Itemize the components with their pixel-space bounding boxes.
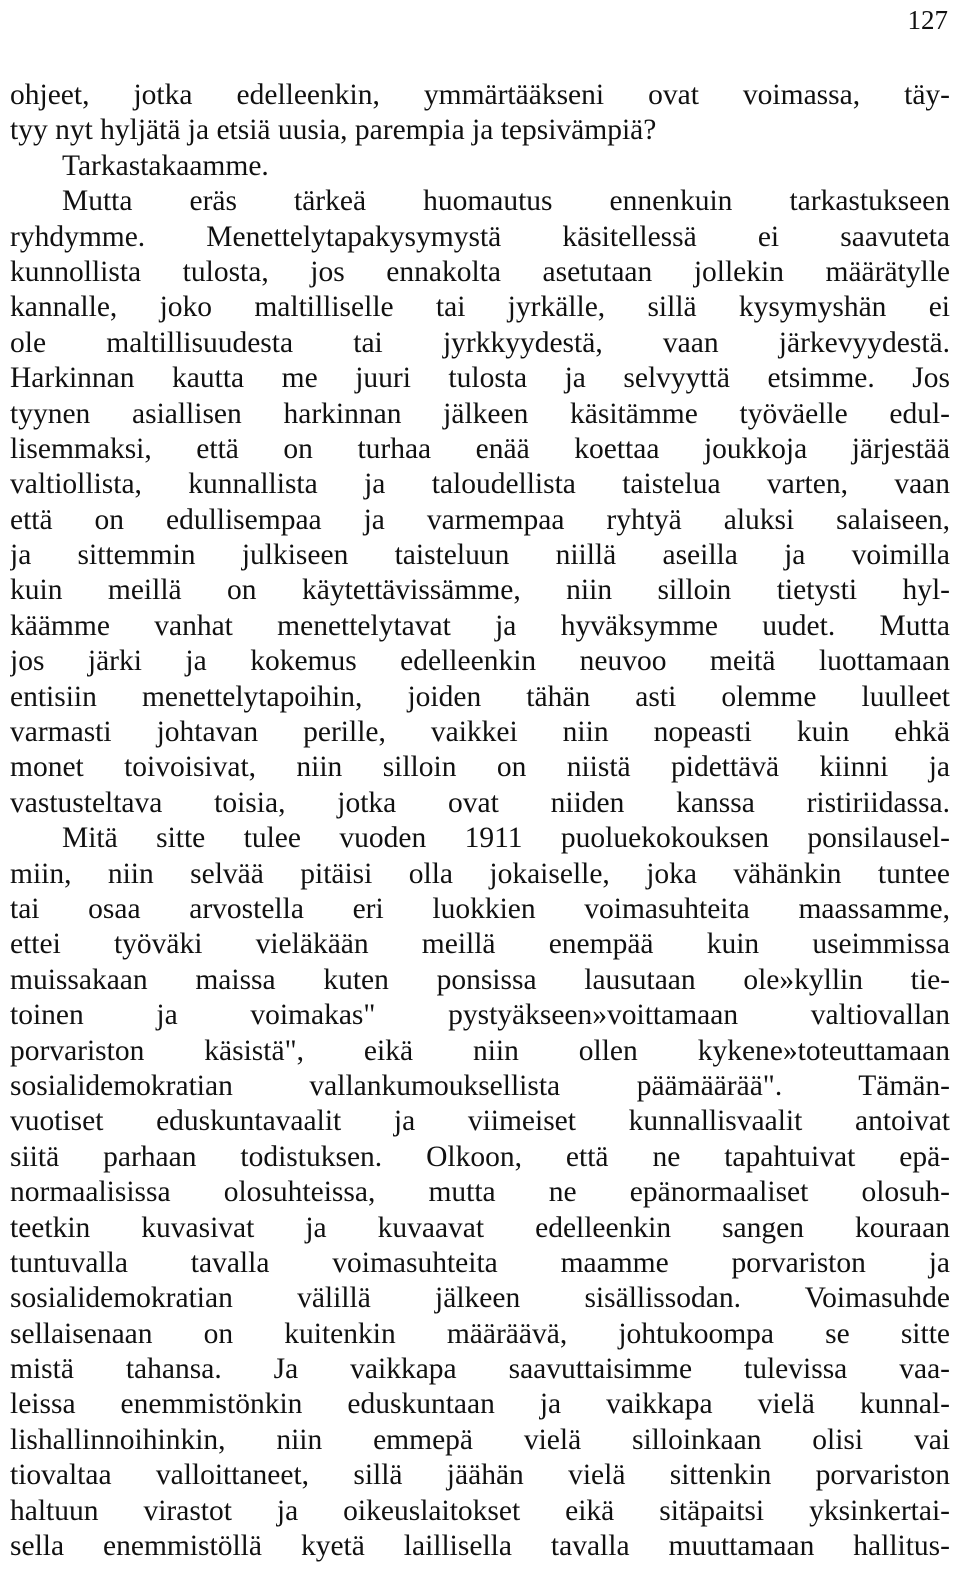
text-line: muissakaan maissa kuten ponsissa lausutaan ole»kyllin tie- — [10, 963, 950, 996]
text-line: tiovaltaa valloittaneet, sillä jäähän vielä sittenkin porvariston — [10, 1459, 950, 1492]
text-line: ja sittemmin julkiseen taisteluun niillä aseilla ja voimilla — [10, 539, 950, 572]
text-line: valtiollista, kunnallista ja taloudellista taistelua varten, vaan — [10, 468, 950, 501]
text-line: miin, niin selvää pitäisi olla jokaiselle, joka vähänkin tuntee — [10, 857, 950, 890]
text-line: lisemmaksi, että on turhaa enää koettaa joukkoja järjestää — [10, 432, 950, 465]
text-line: käämme vanhat menettelytavat ja hyväksymme uudet. Mutta — [10, 609, 950, 642]
text-line: vastusteltava toisia, jotka ovat niiden kanssa ristiriidassa. — [10, 786, 950, 819]
text-line: Mutta eräs tärkeä huomautus ennenkuin tarkastukseen — [62, 185, 950, 218]
text-line: sosialidemokratian vallankumouksellista päämäärää". Tämän- — [10, 1069, 950, 1102]
text-line: tyy nyt hyljätä ja etsiä uusia, parempia ja tepsivämpiä? — [10, 114, 657, 147]
text-line: tyynen asiallisen harkinnan jälkeen käsitämme työväelle edul- — [10, 397, 950, 430]
text-line: teetkin kuvasivat ja kuvaavat edelleenkin sangen kouraan — [10, 1211, 950, 1244]
text-line: haltuun virastot ja oikeuslaitokset eikä sitäpaitsi yksinkertai- — [10, 1494, 950, 1527]
text-line: leissa enemmistönkin eduskuntaan ja vaikkapa vielä kunnal- — [10, 1388, 950, 1421]
text-line: porvariston käsistä", eikä niin ollen kykene»toteuttamaan — [10, 1034, 950, 1067]
text-line: vuotiset eduskuntavaalit ja viimeiset kunnallisvaalit antoivat — [10, 1105, 950, 1138]
text-line: Harkinnan kautta me juuri tulosta ja selvyyttä etsimme. Jos — [10, 362, 950, 395]
text-line: lishallinnoihinkin, niin emmepä vielä silloinkaan olisi vai — [10, 1423, 950, 1456]
text-line: tuntuvalla tavalla voimasuhteita maamme porvariston ja — [10, 1246, 950, 1279]
text-line: sella enemmistöllä kyetä laillisella tavalla muuttamaan hallitus- — [10, 1530, 950, 1563]
text-line: kannalle, joko maltilliselle tai jyrkälle, sillä kysymyshän ei — [10, 291, 950, 324]
text-line: varmasti johtavan perille, vaikkei niin nopeasti kuin ehkä — [10, 716, 950, 749]
text-line: kunnollista tulosta, jos ennakolta asetutaan jollekin määrätylle — [10, 255, 950, 288]
text-line: ryhdymme. Menettelytapakysymystä käsitellessä ei saavuteta — [10, 220, 950, 253]
text-line: ohjeet, jotka edelleenkin, ymmärtääkseni ovat voimassa, täy- — [10, 79, 950, 111]
text-line: sosialidemokratian välillä jälkeen sisällissodan. Voimasuhde — [10, 1282, 950, 1315]
body-text — [10, 78, 950, 1564]
text-line: siitä parhaan todistuksen. Olkoon, että ne tapahtuivat epä- — [10, 1140, 950, 1173]
text-line: Tarkastakaamme. — [62, 149, 269, 182]
text-line: entisiin menettelytapoihin, joiden tähän asti olemme luulleet — [10, 680, 950, 713]
page-number: 127 — [907, 5, 948, 35]
text-line: jos järki ja kokemus edelleenkin neuvoo meitä luottamaan — [10, 645, 950, 678]
text-line: normaalisissa olosuhteissa, mutta ne epänormaaliset olosuh- — [10, 1176, 950, 1209]
text-line: että on edullisempaa ja varmempaa ryhtyä aluksi salaiseen, — [10, 503, 950, 536]
text-line: kuin meillä on käytettävissämme, niin silloin tietysti hyl- — [10, 574, 950, 607]
text-line: ettei työväki vieläkään meillä enempää kuin useimmissa — [10, 928, 950, 961]
text-line: tai osaa arvostella eri luokkien voimasuhteita maassamme, — [10, 892, 950, 925]
text-line: toinen ja voimakas" pystyäkseen»voittamaan valtiovallan — [10, 999, 950, 1032]
text-line: sellaisenaan on kuitenkin määräävä, johtukoompa se sitte — [10, 1317, 950, 1350]
text-line: ole maltillisuudesta tai jyrkkyydestä, vaan järkevyydestä. — [10, 326, 950, 359]
text-line: Mitä sitte tulee vuoden 1911 puoluekokouksen ponsilausel- — [62, 822, 950, 855]
text-line: monet toivoisivat, niin silloin on niistä pidettävä kiinni ja — [10, 751, 950, 784]
text-line: mistä tahansa. Ja vaikkapa saavuttaisimme tulevissa vaa- — [10, 1353, 950, 1386]
